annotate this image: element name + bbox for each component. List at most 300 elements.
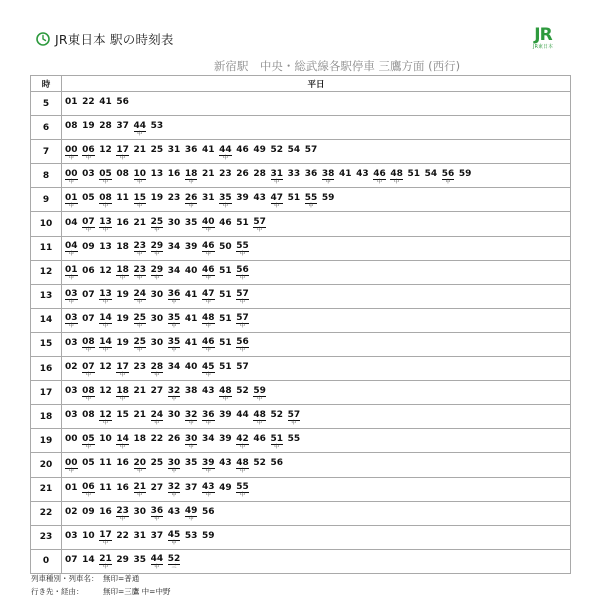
departure-time	[219, 338, 232, 353]
departure-minute: 16	[116, 458, 129, 469]
departure-time	[82, 193, 95, 208]
departure-minute: 25	[133, 313, 147, 324]
departure-time	[82, 458, 95, 473]
departure-minute: 47	[270, 192, 284, 203]
departure-minute: 36	[202, 409, 215, 420]
destination-mark: 中	[257, 395, 263, 402]
departure-time	[202, 507, 215, 522]
departure-time	[82, 482, 95, 498]
departure-minute: 15	[116, 410, 129, 421]
departure-time	[82, 531, 95, 546]
destination-mark: 中	[68, 202, 74, 209]
destination-mark	[82, 517, 95, 522]
departure-minute: 55	[236, 241, 249, 252]
destination-mark	[202, 541, 215, 546]
table-row	[31, 92, 571, 116]
departure-time	[202, 337, 215, 353]
destination-mark	[151, 396, 164, 401]
departure-time	[99, 362, 112, 377]
departure-minute: 14	[116, 433, 129, 444]
departure-minute: 41	[339, 169, 352, 180]
departure-minute: 03	[82, 169, 95, 180]
departure-time	[168, 169, 181, 184]
destination-mark: 中	[154, 564, 160, 571]
departure-minute: 36	[184, 145, 198, 156]
destination-mark: 中	[103, 347, 109, 354]
departure-time	[151, 483, 164, 498]
departure-time	[168, 193, 181, 208]
destination-mark	[116, 203, 129, 208]
departure-minute: 21	[133, 386, 147, 397]
departure-time	[82, 410, 95, 425]
clock-icon	[36, 32, 50, 46]
departure-minute: 52	[167, 554, 181, 565]
departure-time	[65, 121, 78, 136]
departure-time	[65, 241, 78, 257]
destination-mark	[134, 228, 147, 233]
departure-time	[134, 193, 147, 209]
destination-mark: 中	[188, 516, 194, 523]
departure-time	[99, 289, 112, 305]
destination-mark	[116, 324, 129, 329]
departure-minute: 43	[202, 386, 215, 397]
destination-mark: 中	[85, 371, 91, 378]
destination-mark: 中	[171, 299, 177, 306]
departure-minute: 54	[424, 169, 438, 180]
destination-mark: 中	[120, 371, 126, 378]
departure-time	[288, 410, 301, 426]
destination-mark	[236, 420, 249, 425]
departure-minute: 40	[184, 265, 198, 276]
departure-minute: 05	[82, 458, 95, 469]
destination-mark	[82, 179, 95, 184]
minutes-cell	[62, 501, 571, 525]
destination-mark: 中	[103, 227, 109, 234]
table-row	[31, 357, 571, 381]
departure-minute: 59	[321, 193, 335, 204]
departure-minute: 41	[184, 313, 198, 324]
destination-mark	[65, 541, 78, 546]
departure-minute: 08	[99, 192, 112, 203]
departure-minute: 34	[202, 434, 215, 445]
departure-time	[151, 145, 164, 160]
departure-time	[82, 97, 95, 112]
departure-time	[151, 290, 164, 305]
departure-minute: 39	[236, 193, 249, 204]
departure-time	[116, 121, 129, 136]
departure-minute: 48	[236, 457, 249, 468]
table-row	[31, 260, 571, 284]
departure-time	[65, 507, 78, 522]
destination-mark: 中	[103, 323, 109, 330]
destination-mark: 中	[120, 154, 126, 161]
departure-minute: 48	[253, 409, 266, 420]
destination-mark: 中	[240, 347, 246, 354]
destination-mark: 中	[154, 419, 160, 426]
departure-minute: 10	[99, 434, 112, 445]
departure-minute: 28	[253, 169, 266, 180]
destination-mark	[219, 493, 232, 498]
destination-mark: 中	[137, 323, 143, 330]
departure-minute: 43	[167, 506, 181, 517]
departure-time	[116, 218, 129, 233]
destination-mark	[425, 179, 438, 184]
departure-time	[151, 265, 164, 281]
departure-time	[99, 145, 112, 160]
departure-minute: 29	[116, 554, 129, 565]
departure-time	[185, 531, 198, 546]
departure-time	[116, 386, 129, 402]
destination-mark	[202, 179, 215, 184]
departure-minute: 21	[133, 410, 147, 421]
destination-mark	[271, 468, 284, 473]
departure-minute: 32	[167, 482, 181, 493]
departure-time	[305, 145, 318, 160]
departure-time	[185, 145, 198, 160]
destination-mark: 中	[308, 202, 314, 209]
destination-mark: 中	[68, 467, 74, 474]
destination-mark	[99, 493, 112, 498]
departure-time	[116, 242, 129, 257]
destination-mark	[168, 444, 181, 449]
table-row	[31, 549, 571, 573]
departure-time	[82, 362, 95, 378]
departure-time	[82, 555, 95, 570]
departure-minute: 11	[116, 193, 129, 204]
departure-time	[185, 506, 198, 522]
departure-time	[65, 265, 78, 281]
departure-time	[151, 458, 164, 473]
destination-mark	[65, 565, 78, 570]
departure-minute: 02	[65, 362, 78, 373]
departure-minute: 16	[99, 506, 112, 517]
destination-mark: 中	[240, 251, 246, 258]
departure-minute: 00	[65, 457, 78, 468]
departure-time	[99, 217, 112, 233]
departure-time	[219, 169, 232, 184]
departure-time	[202, 265, 215, 281]
departure-time	[202, 482, 215, 498]
departure-minute: 16	[116, 482, 129, 493]
departure-minute: 30	[150, 313, 164, 324]
destination-mark	[151, 444, 164, 449]
destination-mark	[99, 252, 112, 257]
destination-mark	[116, 228, 129, 233]
departure-time	[168, 482, 181, 498]
destination-mark	[253, 203, 266, 208]
destination-mark: 中	[257, 419, 263, 426]
departure-time	[116, 410, 129, 425]
departure-time	[442, 169, 455, 185]
departure-time	[65, 338, 78, 353]
destination-mark: 中	[85, 443, 91, 450]
departure-time	[168, 337, 181, 353]
destination-mark: 中	[85, 395, 91, 402]
departure-time	[219, 434, 232, 449]
destination-mark	[151, 179, 164, 184]
departure-minute: 13	[99, 217, 112, 228]
destination-mark: 中	[240, 492, 246, 499]
minutes-cell	[62, 236, 571, 260]
departure-time	[168, 145, 181, 160]
destination-mark: 中	[137, 492, 143, 499]
destination-mark	[134, 396, 147, 401]
departure-minute: 35	[167, 313, 181, 324]
departure-time	[99, 242, 112, 257]
departure-minute: 46	[373, 168, 386, 179]
departure-time	[151, 362, 164, 378]
departure-time	[99, 313, 112, 329]
departure-minute: 44	[236, 410, 249, 421]
departure-minute: 17	[116, 361, 129, 372]
departure-minute: 57	[253, 217, 266, 228]
departure-minute: 23	[133, 265, 147, 276]
departure-time	[202, 458, 215, 474]
departure-minute: 53	[184, 530, 198, 541]
hour-cell: 20	[31, 453, 62, 477]
departure-time	[116, 145, 129, 161]
destination-mark: 中	[222, 202, 228, 209]
table-row	[31, 453, 571, 477]
departure-minute: 35	[167, 337, 181, 348]
destination-mark	[236, 203, 249, 208]
departure-time	[134, 121, 147, 137]
departure-time	[134, 241, 147, 257]
destination-mark: 中	[120, 443, 126, 450]
departure-minute: 12	[99, 362, 112, 373]
departure-minute: 28	[99, 121, 112, 132]
destination-mark	[82, 565, 95, 570]
destination-mark	[202, 444, 215, 449]
departure-time	[271, 145, 284, 160]
departure-time	[288, 434, 301, 449]
departure-time	[116, 458, 129, 473]
departure-time	[168, 362, 181, 377]
departure-minute: 30	[167, 217, 181, 228]
departure-time	[202, 241, 215, 257]
departure-time	[82, 121, 95, 136]
page-subtitle: 新宿駅 中央・総武線各駅停車 三鷹方面 (西行)	[213, 59, 461, 73]
destination-mark: 中	[240, 467, 246, 474]
departure-minute: 26	[167, 434, 181, 445]
departure-minute: 51	[270, 433, 284, 444]
departure-time	[65, 483, 78, 498]
table-row	[31, 429, 571, 453]
minutes-cell	[62, 429, 571, 453]
departure-minute: 48	[390, 168, 403, 179]
destination-mark	[185, 324, 198, 329]
departure-minute: 01	[65, 192, 78, 203]
departure-time	[236, 458, 249, 474]
departure-minute: 34	[167, 362, 181, 373]
destination-mark: 中	[137, 467, 143, 474]
destination-mark: 中	[68, 251, 74, 258]
departure-minute: 14	[82, 554, 95, 565]
departure-minute: 45	[167, 530, 181, 541]
departure-minute: 52	[253, 458, 266, 469]
departure-minute: 06	[82, 265, 95, 276]
departure-time	[271, 193, 284, 209]
departure-time	[185, 266, 198, 281]
header	[36, 25, 566, 54]
destination-mark	[168, 420, 181, 425]
departure-minute: 17	[116, 144, 129, 155]
destination-mark	[65, 420, 78, 425]
departure-minute: 57	[236, 362, 249, 373]
destination-mark: 中	[103, 202, 109, 209]
departure-time	[134, 482, 147, 498]
destination-mark	[134, 517, 147, 522]
destination-mark	[134, 420, 147, 425]
departure-minute: 35	[133, 554, 147, 565]
departure-minute: 26	[236, 169, 249, 180]
destination-mark	[151, 203, 164, 208]
destination-mark: 中	[120, 275, 126, 282]
departure-time	[202, 362, 215, 378]
destination-mark: 中	[120, 516, 126, 523]
departure-minute: 28	[150, 361, 164, 372]
departure-minute: 05	[82, 193, 95, 204]
departure-minute: 35	[184, 217, 198, 228]
destination-mark: 中	[68, 299, 74, 306]
hour-cell: 18	[31, 405, 62, 429]
departure-minute: 08	[65, 121, 78, 132]
destination-mark	[236, 372, 249, 377]
departure-minute: 31	[133, 530, 147, 541]
destination-mark	[168, 203, 181, 208]
departure-minute: 29	[150, 241, 164, 252]
departure-time	[202, 169, 215, 184]
departure-minute: 07	[82, 361, 95, 372]
destination-mark: 中	[205, 227, 211, 234]
destination-mark	[168, 179, 181, 184]
departure-time	[236, 169, 249, 184]
destination-mark: 中	[240, 323, 246, 330]
departure-minute: 16	[116, 217, 129, 228]
destination-mark: 中	[188, 202, 194, 209]
departure-minute: 25	[133, 337, 147, 348]
destination-mark	[99, 396, 112, 401]
departure-minute: 22	[150, 434, 164, 445]
departure-minute: 57	[236, 289, 249, 300]
departure-minute: 55	[287, 434, 301, 445]
destination-mark	[65, 444, 78, 449]
destination-mark	[219, 179, 232, 184]
departure-minute: 25	[150, 145, 164, 156]
destination-mark	[82, 131, 95, 136]
departure-time	[322, 169, 335, 185]
departure-time	[82, 217, 95, 233]
departure-time	[82, 314, 95, 329]
destination-mark	[116, 348, 129, 353]
destination-mark	[116, 300, 129, 305]
departure-time	[236, 482, 249, 498]
legend-destination-label: 行き先・経由：	[31, 587, 84, 596]
destination-mark	[134, 565, 147, 570]
departure-minute: 08	[82, 385, 95, 396]
destination-mark	[185, 155, 198, 160]
departure-time	[185, 362, 198, 377]
destination-mark	[253, 179, 266, 184]
departure-minute: 30	[184, 433, 198, 444]
hour-cell: 23	[31, 525, 62, 549]
departure-time	[65, 410, 78, 425]
destination-mark	[253, 444, 266, 449]
departure-minute: 22	[82, 97, 95, 108]
departure-minute: 37	[116, 121, 129, 132]
minutes-cell	[62, 140, 571, 164]
destination-mark	[185, 300, 198, 305]
departure-time	[219, 218, 232, 233]
departure-minute: 35	[184, 458, 198, 469]
departure-time	[116, 506, 129, 522]
departure-minute: 54	[287, 145, 301, 156]
destination-mark	[322, 203, 335, 208]
departure-minute: 19	[82, 121, 95, 132]
departure-minute: 50	[219, 241, 232, 252]
departure-time	[99, 410, 112, 426]
departure-minute: 23	[167, 193, 181, 204]
destination-mark	[356, 179, 369, 184]
departure-minute: 43	[202, 482, 215, 493]
destination-mark: 中	[154, 275, 160, 282]
destination-mark	[185, 348, 198, 353]
destination-mark	[116, 493, 129, 498]
departure-time	[134, 507, 147, 522]
departure-time	[134, 289, 147, 305]
departure-minute: 30	[133, 506, 147, 517]
minutes-cell	[62, 92, 571, 116]
departure-minute: 56	[202, 506, 215, 517]
departure-minute: 30	[150, 337, 164, 348]
destination-mark	[151, 493, 164, 498]
departure-minute: 07	[65, 554, 78, 565]
departure-time	[99, 434, 112, 449]
destination-mark	[168, 276, 181, 281]
departure-time	[134, 313, 147, 329]
departure-minute: 12	[99, 145, 112, 156]
departure-time	[151, 169, 164, 184]
departure-time	[82, 434, 95, 450]
hour-cell: 6	[31, 116, 62, 140]
departure-minute: 38	[184, 386, 198, 397]
destination-mark	[185, 541, 198, 546]
departure-time	[219, 458, 232, 473]
departure-minute: 25	[150, 217, 164, 228]
departure-time	[99, 458, 112, 473]
destination-mark	[151, 155, 164, 160]
departure-minute: 46	[202, 241, 215, 252]
departure-time	[168, 386, 181, 402]
departure-time	[151, 554, 164, 570]
departure-minute: 08	[82, 337, 95, 348]
destination-mark	[82, 468, 95, 473]
departure-time	[134, 386, 147, 401]
departure-time	[253, 458, 266, 473]
departure-minute: 33	[287, 169, 301, 180]
departure-time	[99, 507, 112, 522]
departure-time	[202, 531, 215, 546]
departure-minute: 57	[287, 409, 301, 420]
departure-time	[65, 313, 78, 329]
departure-time	[65, 531, 78, 546]
departure-minute: 07	[82, 217, 95, 228]
departure-minute: 18	[184, 168, 198, 179]
hour-cell: 16	[31, 357, 62, 381]
departure-time	[116, 314, 129, 329]
minutes-cell	[62, 260, 571, 284]
destination-mark: 中	[274, 443, 280, 450]
